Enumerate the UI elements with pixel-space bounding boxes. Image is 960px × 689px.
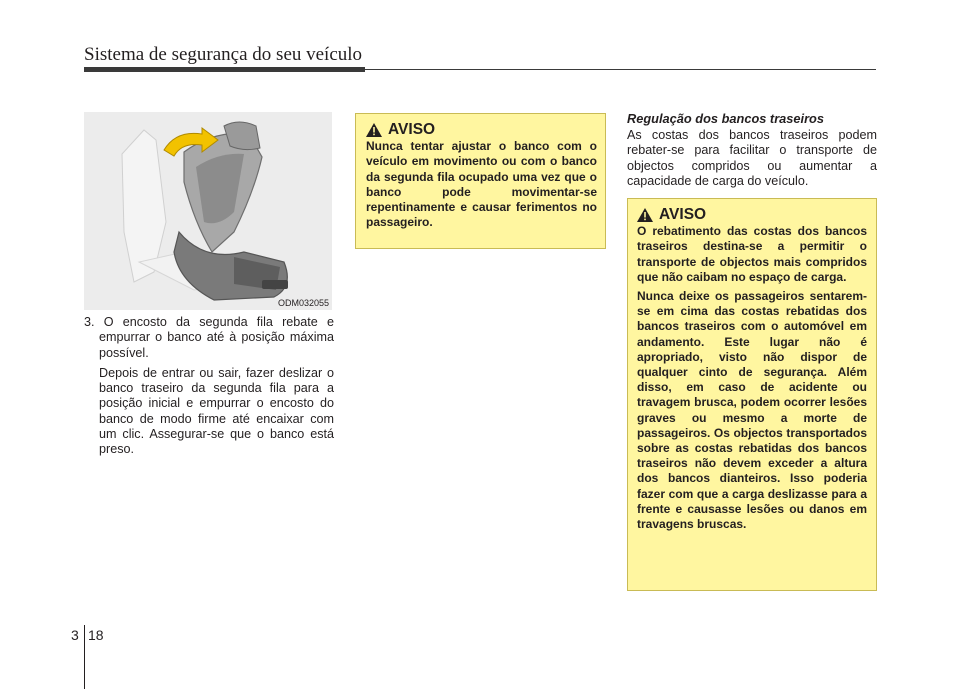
header-rule-thick bbox=[84, 67, 365, 72]
warning-text-1: O rebatimento das costas dos bancos traseiros destina-se a permitir o transporte de objectos mais compridos que não caibam no espaço de carga. bbox=[637, 224, 867, 284]
step-3-detail: Depois de entrar ou sair, fazer deslizar o banco traseiro da segunda fila para a posição inicial e empurrar o encosto do banco de modo firme até encaixar com um clic. Assegurar-se que o banco está preso. bbox=[99, 365, 334, 457]
step-3-text: O encosto da segunda fila rebate e empurrar o banco até à posição máxima possível. bbox=[99, 315, 335, 360]
warning-title: AVISO bbox=[659, 206, 707, 223]
page-number: 18 bbox=[88, 627, 104, 643]
page-header-title: Sistema de segurança do seu veículo bbox=[84, 44, 363, 65]
chapter-number: 3 bbox=[71, 627, 79, 643]
warning-text-2: Nunca deixe os passageiros sentarem-se em cima das costas rebatidas dos bancos traseiros com o automóvel em andamento. Este lugar não é apropriado, visto não dispor de qualquer cinto de segurança. Além disso, em caso de acidente ou travagem brusca, podem ocorrer lesões graves ou mesmo a morte de passageiros. Os objectos transportados sobre as costas rebatidas dos bancos traseiros não devem exceder a altura dos bancos dianteiros. Isso poderia fazer com que a carga deslizasse para a frente e causasse lesões ou danos em travagens bruscas. bbox=[637, 289, 867, 532]
section-title: Regulação dos bancos traseiros bbox=[627, 111, 824, 126]
folding-seat-drawing bbox=[84, 112, 332, 310]
footer-rule bbox=[84, 625, 85, 689]
header-rule-thin bbox=[365, 69, 876, 70]
step-3-paragraph bbox=[84, 315, 334, 361]
warning-text: Nunca tentar ajustar o banco com o veículo em movimento ou com o banco da segunda fila ocupado uma vez que o banco pode movimentar-se repentinamente e causar ferimentos no passageiro. bbox=[366, 139, 597, 230]
warning-header bbox=[366, 122, 597, 137]
warning-header bbox=[637, 207, 867, 222]
warning-box-seat-adjust bbox=[355, 113, 606, 249]
warning-triangle-icon bbox=[366, 123, 382, 137]
warning-box-rear-seats bbox=[627, 198, 877, 591]
seat-illustration bbox=[84, 112, 332, 310]
step-3 bbox=[84, 315, 334, 463]
warning-title: AVISO bbox=[388, 121, 436, 138]
figure-code: ODM032055 bbox=[277, 298, 329, 308]
step-number: 3. bbox=[84, 315, 95, 329]
section-body: As costas dos bancos traseiros podem rebater-se para facilitar o transporte de objectos compridos ou aumentar a capacidade de carga do veículo. bbox=[627, 128, 877, 188]
warning-triangle-icon bbox=[637, 208, 653, 222]
